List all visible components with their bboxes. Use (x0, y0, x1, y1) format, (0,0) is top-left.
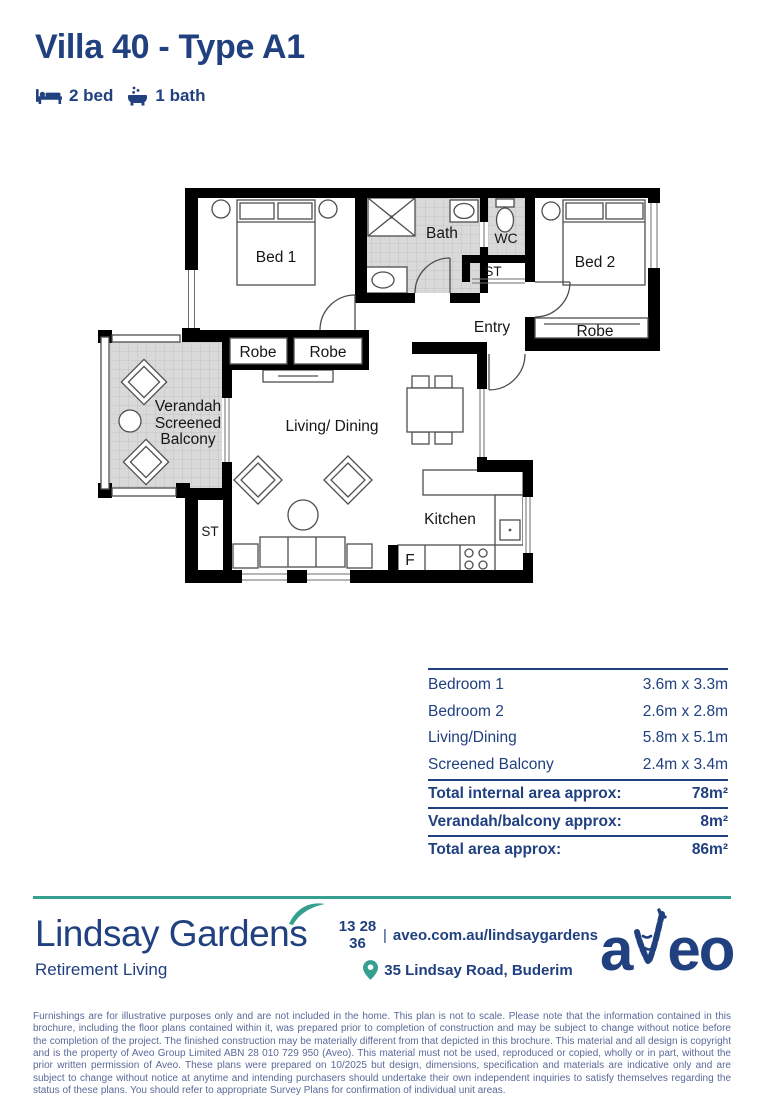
bed2-furniture (542, 200, 645, 285)
armchairs (234, 456, 372, 504)
spec-beds-label: 2 bed (69, 86, 114, 105)
label-bath: Bath (426, 225, 458, 242)
bath-vanity (363, 267, 407, 293)
label-verandah-1: Verandah (154, 398, 222, 415)
aveo-logo-a: a (600, 916, 632, 983)
dining-set (407, 376, 463, 444)
row-label: Living/Dining (428, 729, 517, 747)
row-value: 5.8m x 5.1m (642, 729, 728, 747)
contact-block (338, 918, 598, 988)
label-robe-b: Robe (309, 344, 347, 361)
label-fridge: F (405, 552, 415, 569)
row-value: 2.6m x 2.8m (642, 702, 728, 720)
address: 35 Lindsay Road, Buderim (384, 961, 573, 979)
label-verandah-2: Screened (154, 415, 222, 432)
label-bed2: Bed 2 (574, 254, 616, 271)
label-entry: Entry (473, 319, 511, 336)
total-value: 8m² (700, 813, 728, 830)
dimensions-table (428, 668, 728, 863)
dresser (263, 370, 333, 382)
label-st-upper: ST (484, 264, 502, 279)
aveo-logo (600, 906, 734, 983)
sofa (233, 537, 372, 568)
total-verandah-row (428, 807, 728, 835)
spec-baths-label: 1 bath (155, 86, 206, 105)
label-living-dining: Living/ Dining (285, 418, 379, 435)
row-label: Screened Balcony (428, 755, 554, 773)
row-label: Bedroom 2 (428, 702, 504, 720)
bath-basin (450, 200, 478, 222)
spec-baths (127, 86, 205, 106)
phone-number: 13 28 36 (338, 918, 377, 952)
location-pin-icon (363, 960, 378, 980)
coffee-table (288, 500, 318, 530)
separator: | (383, 926, 387, 944)
spec-beds (36, 86, 113, 106)
table-row (428, 672, 728, 699)
dimension-rows (428, 668, 728, 778)
page-title: Villa 40 - Type A1 (35, 28, 305, 66)
label-verandah-3: Balcony (160, 431, 216, 448)
table-row (428, 699, 728, 726)
row-label: Bedroom 1 (428, 676, 504, 694)
aveo-v-glyph (629, 906, 669, 977)
label-bed1: Bed 1 (255, 249, 297, 266)
bed1-furniture (212, 200, 337, 285)
floorplan (92, 180, 672, 590)
total-area-row (428, 835, 728, 863)
toilet (496, 199, 514, 232)
bed-icon (36, 88, 62, 105)
contact-line-2 (338, 960, 598, 980)
spec-row (36, 86, 205, 106)
leaf-icon (288, 902, 326, 931)
disclaimer-text: Furnishings are for illustrative purposes only and are not included in the home. This plan is not to scale. Please note that the information contained in this brochure, including the floor plans contained within it, was prepared prior to completion of construction and may be subject to change without notice before the completion of the project. The finished construction may be materially different from that depicted in this brochure. This material and all design is copyright and is the property of Aveo Group Limited ABN 28 010 729 950 (Aveo). This material must not be used, reproduced or copied, wholly or in part, without the prior written permission of Aveo. These plans were prepared on 10/2025 but design, dimensions, specification and materials are indicative only and are subject to change without notice at anytime and intending purchasers should undertake their own independent inquiries to satisfy themselves regarding the status of these plans. You should refer to appropriate Survey Plans for confirmation of individual unit areas. (33, 1011, 731, 1097)
label-st-lower: ST (201, 524, 219, 539)
community-name: Lindsay Gardens (35, 913, 308, 954)
label-kitchen: Kitchen (424, 511, 476, 528)
total-label: Verandah/balcony approx: (428, 813, 622, 830)
total-label: Total internal area approx: (428, 785, 622, 802)
community-logo (35, 912, 307, 980)
aveo-logo-eo: eo (667, 916, 734, 983)
total-value: 86m² (691, 841, 728, 858)
table-row (428, 752, 728, 779)
bath-icon (127, 86, 148, 106)
label-robe-bed2: Robe (576, 323, 614, 340)
community-tagline: Retirement Living (35, 960, 168, 979)
footer-divider (33, 896, 731, 899)
total-label: Total area approx: (428, 841, 562, 858)
row-value: 2.4m x 3.4m (642, 755, 728, 773)
row-value: 3.6m x 3.3m (642, 676, 728, 694)
shower (368, 198, 415, 236)
contact-line-1 (338, 918, 598, 952)
table-row (428, 725, 728, 752)
label-robe-a: Robe (239, 344, 277, 361)
website-url: aveo.com.au/lindsaygardens (392, 926, 598, 944)
label-wc: WC (494, 230, 518, 246)
total-internal-row (428, 779, 728, 807)
total-value: 78m² (691, 785, 728, 802)
